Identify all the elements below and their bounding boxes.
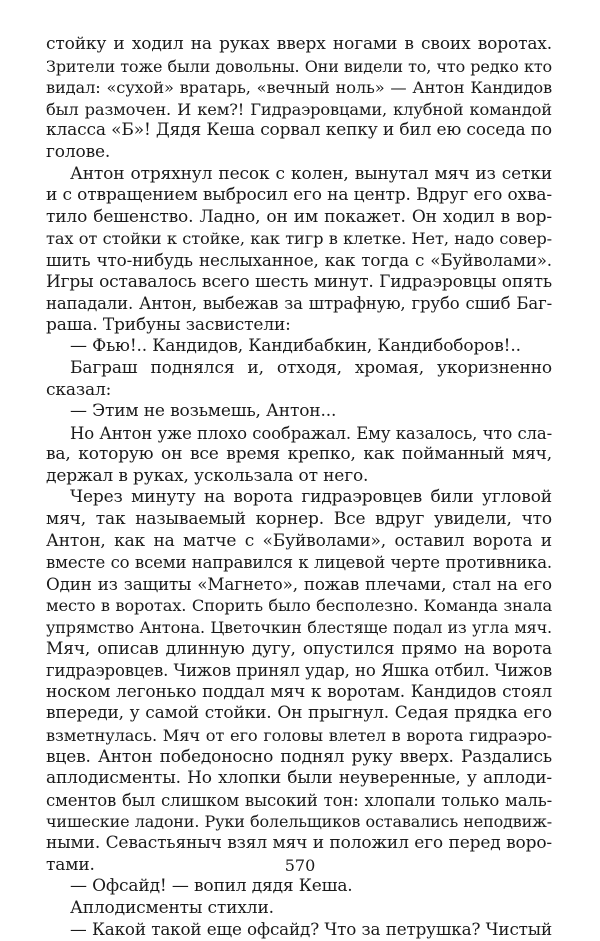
- text-line: — Фью!.. Кандидов, Кандибабкин, Кандибоборов!..: [70, 336, 521, 357]
- text-line: раша. Трибуны засвистели:: [46, 314, 291, 335]
- text-line: упрямство Антона. Цветочкин блестяще подал из угла мяч.: [46, 618, 552, 638]
- text-line: Баграш поднялся и, отходя, хромая, укоризненно: [70, 357, 552, 378]
- text-line: ва, которую он все время крепко, как пойманный мяч,: [46, 444, 552, 465]
- text-line: сказал:: [46, 379, 112, 400]
- text-line: — Офсайд! — вопил дядя Кеша.: [70, 876, 353, 897]
- text-line: Мяч, описав длинную дугу, опустился прямо на ворота: [46, 638, 552, 659]
- text-line: впереди, у самой стойки. Он прыгнул. Седая прядка его: [46, 703, 552, 724]
- text-line: вместе со всеми направился к лицевой черте противника.: [46, 553, 552, 573]
- text-line: Зрители тоже были довольны. Они видели то, что редко кто: [46, 56, 552, 76]
- text-line: место в воротах. Спорить было бесполезно. Команда знала: [46, 596, 552, 616]
- text-line: Игры оставалось всего шесть минут. Гидраэровцы опять: [46, 271, 552, 292]
- text-line: Но Антон уже плохо соображал. Ему казалось, что сла-: [70, 423, 552, 443]
- text-line: Антон отряхнул песок с колен, вынутал мяч из сетки: [70, 163, 552, 184]
- page-number: 570: [284, 856, 316, 875]
- text-line: голове.: [46, 141, 111, 162]
- text-line: видал: «сухой» вратарь, «вечный ноль» — Антон Кандидов: [46, 78, 552, 98]
- text-line: носком легонько поддал мяч к воротам. Кандидов стоял: [46, 681, 552, 702]
- text-line: шить что-нибудь неслыханное, как тогда с «Буйволами».: [46, 249, 552, 270]
- text-line: и с отвращением выбросил его на центр. Вдруг его охва-: [46, 185, 552, 206]
- text-line: тами.: [46, 854, 95, 875]
- text-line: Один из защиты «Магнето», пожав плечами, стал на его: [46, 573, 552, 594]
- text-line: сментов был слишком высокий тон: хлопали только маль-: [46, 790, 552, 810]
- body-text: [46, 34, 552, 941]
- text-line: нападали. Антон, выбежав за штрафную, грубо сшиб Баг-: [46, 294, 552, 314]
- text-line: взметнулась. Мяч от его головы влетел в ворота гидраэро-: [46, 726, 552, 745]
- text-line: — Какой такой еще офсайд? Что за петрушка? Чистый: [70, 919, 552, 940]
- text-line: вцев. Антон победоносно поднял руку вверх. Раздались: [46, 746, 552, 767]
- text-line: чишеские ладони. Руки болельщиков оставались неподвиж-: [46, 812, 552, 832]
- text-line: класса «Б»! Дядя Кеша сорвал кепку и бил ею соседа по: [46, 120, 552, 141]
- text-line: тах от стойки к стойке, как тигр в клетке. Нет, надо совер-: [46, 229, 552, 249]
- text-line: тило бешенство. Ладно, он им покажет. Он ходил в вор-: [46, 206, 552, 227]
- text-line: Антон, как на матче с «Буйволами», оставил ворота и: [46, 530, 552, 551]
- text-line: стойку и ходил на руках вверх ногами в своих воротах.: [46, 34, 552, 54]
- text-line: Через минуту на ворота гидраэровцев били угловой: [70, 487, 552, 508]
- text-line: мяч, так называемый корнер. Все вдруг увидели, что: [46, 509, 552, 530]
- text-line: аплодисменты. Но хлопки были неуверенные, у аплоди-: [46, 768, 552, 789]
- text-line: Аплодисменты стихли.: [70, 897, 274, 918]
- text-line: гидраэровцев. Чижов принял удар, но Яшка отбил. Чижов: [46, 661, 552, 681]
- text-line: ными. Севастьяныч взял мяч и положил его перед воро-: [46, 832, 552, 853]
- text-line: был размочен. И кем?! Гидраэровцами, клубной командой: [46, 99, 552, 119]
- text-line: — Этим не возьмешь, Антон...: [70, 401, 337, 422]
- text-line: держал в руках, ускользала от него.: [46, 465, 369, 486]
